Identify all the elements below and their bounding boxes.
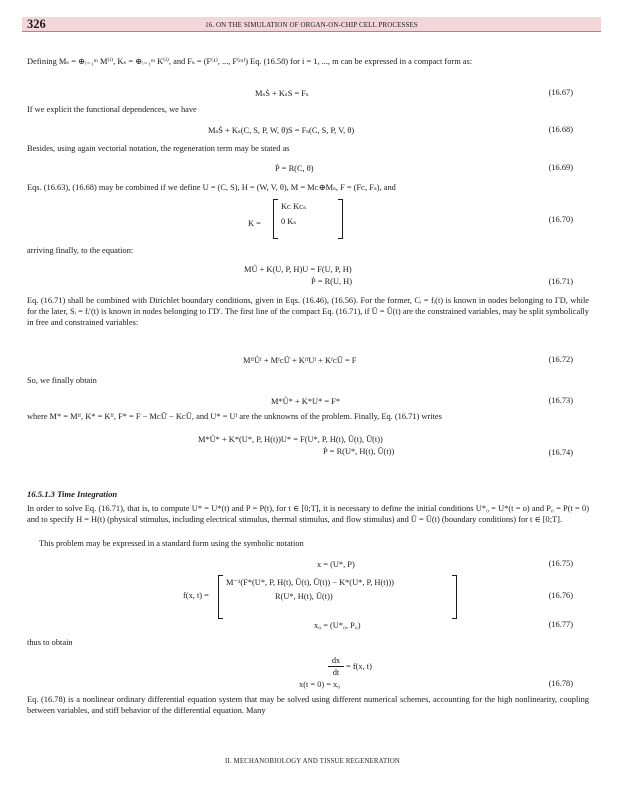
- paragraph-where: where M* = Mᶠᶠ, K* = Kᶠᶠ, F* = F − MᴄŪ̇ − KᴄŪ, and U* = Uᶠ are the unknowns of the problem. Finally, Eq. (16.71) writes: [27, 412, 442, 421]
- equation-16-72: MᶠᶠŮᶠ + MᶠᴄŪ̇ + KᶠᶠUᶠ + KᶠᴄŪ = F: [243, 356, 357, 365]
- equation-16-78-line2: x(t = 0) = x₀: [299, 680, 341, 689]
- equation-16-74-line1: M*Ů* + K*(U*, P, H(t))U* = F(U*, P, H(t), Ū(t), Ū̇(t)): [198, 435, 383, 444]
- vector-bracket-right: [452, 575, 457, 619]
- eq-number-16-67: (16.67): [548, 88, 573, 97]
- equation-16-78-rhs: = f(x, t): [346, 662, 372, 671]
- fraction-denominator: dt: [332, 668, 340, 677]
- paragraph-explicit: If we explicit the functional dependences, we have: [27, 105, 197, 114]
- equation-16-67: MₛṠ + KₛS = Fₛ: [255, 89, 309, 98]
- paragraph-defining: Defining Mₛ = ⊕ᵢ₌₁ᵐ M⁽ⁱ⁾, Kₛ = ⊕ᵢ₌₁ᵐ K⁽ⁱ⁾, and Fₛ = (F⁽¹⁾, ..., F⁽ᵐ⁾) Eq. (16.58) for i = 1, ..., m can be expressed in a compact form as:: [27, 57, 473, 66]
- equation-16-69: Ṗ = R(C, θ): [275, 164, 314, 173]
- equation-16-77: x₀ = (U*₀, P₀): [314, 621, 361, 630]
- eq-number-16-77: (16.77): [548, 620, 573, 629]
- eq-number-16-68: (16.68): [548, 125, 573, 134]
- paragraph-standard-form: This problem may be expressed in a standard form using the symbolic notation: [39, 539, 304, 548]
- equation-16-76-row1: M⁻¹(F*(U*, P, H(t), Ū(t), Ū̇(t)) − K*(U*, P, H(t))): [226, 578, 394, 587]
- matrix-row-1: Kᴄ Kᴄₛ: [281, 202, 307, 211]
- paragraph-regeneration: Besides, using again vectorial notation, the regeneration term may be stated as: [27, 144, 290, 153]
- eq-number-16-72: (16.72): [548, 355, 573, 364]
- matrix-bracket-right: [338, 199, 343, 239]
- equation-16-76-lhs: f(x, t) =: [183, 591, 209, 600]
- equation-16-71-line2: Ṗ = R(U, H): [311, 277, 353, 286]
- eq-number-16-69: (16.69): [548, 163, 573, 172]
- paragraph-arriving: arriving finally, to the equation:: [27, 246, 134, 255]
- eq-number-16-70: (16.70): [548, 215, 573, 224]
- equation-16-70-lhs: K =: [248, 219, 261, 228]
- paragraph-obtain: So, we finally obtain: [27, 376, 97, 385]
- vector-bracket-left: [218, 575, 223, 619]
- page-number: 326: [27, 17, 46, 31]
- eq-number-16-75: (16.75): [548, 559, 573, 568]
- eq-number-16-76: (16.76): [548, 591, 573, 600]
- paragraph-thus: thus to obtain: [27, 638, 73, 647]
- equation-16-76-row2: R(U*, H(t), Ū(t)): [275, 592, 333, 601]
- equation-16-74-line2: Ṗ = R(U*, H(t), Ū(t)): [323, 447, 395, 456]
- eq-number-16-74: (16.74): [548, 448, 573, 457]
- paragraph-nonlinear: Eq. (16.78) is a nonlinear ordinary differential equation system that may be solved using different numerical schemes, accounting for the high nonlinearity, coupling between variables, and stiff behavior of the differential equation. Many: [27, 695, 589, 716]
- eq-number-16-78: (16.78): [548, 679, 573, 688]
- paragraph-dirichlet: Eq. (16.71) shall be combined with Dirichlet boundary conditions, given in Eqs. (16.46), (16.56). For the former, Cᵢ = fᵢ(t) is known in nodes belonging to ΓD, while for the later, Sᵢ = fᵢ′(t) is known in nodes belonging to ΓD′. The first line of the compact Eq. (16.71), if Ū = Ū(t) are the constrained variables, may be split symbolically in free and constrained variables:: [27, 296, 589, 328]
- fraction-numerator: dx: [331, 656, 341, 665]
- eq-number-16-71: (16.71): [548, 277, 573, 286]
- equation-16-68: MₛṠ + Kₛ(C, S, P, W, θ)S = Fₛ(C, S, P, V, θ): [208, 126, 355, 135]
- matrix-bracket-left: [273, 199, 278, 239]
- equation-16-75: x = (U*, P): [317, 560, 355, 569]
- equation-16-71-line1: MŮ + K(U, P, H)U = F(U, P, H): [244, 265, 352, 274]
- section-heading-time-integration: 16.5.1.3 Time Integration: [27, 489, 118, 499]
- matrix-row-2: 0 Kₛ: [281, 217, 297, 226]
- running-title: 16. ON THE SIMULATION OF ORGAN-ON-CHIP CELL PROCESSES: [205, 21, 418, 29]
- eq-number-16-73: (16.73): [548, 396, 573, 405]
- header-rule: [22, 31, 601, 32]
- paragraph-solve: In order to solve Eq. (16.71), that is, to compute U* = U*(t) and P = P(t), for t ∈ [0;T], it is necessary to define the initial conditions U*₀ = U*(t = o) and P₀ = P(t = 0) and to specify H = H(t) (physical stimulus, including electrical stimulus, thermal stimulus, and flow stimulus) and Ū = Ū(t) (boundary conditions) for t ∈ [0;T].: [27, 504, 589, 525]
- equation-16-73: M*Ů* + K*U* = F*: [271, 397, 341, 406]
- footer-part-title: II. MECHANOBIOLOGY AND TISSUE REGENERATION: [224, 758, 401, 765]
- paragraph-combined: Eqs. (16.63), (16.68) may be combined if we define U = (C, S), H = (W, V, θ), M = Mᴄ⊕Mₛ, F = (Fᴄ, Fₛ), and: [27, 183, 396, 192]
